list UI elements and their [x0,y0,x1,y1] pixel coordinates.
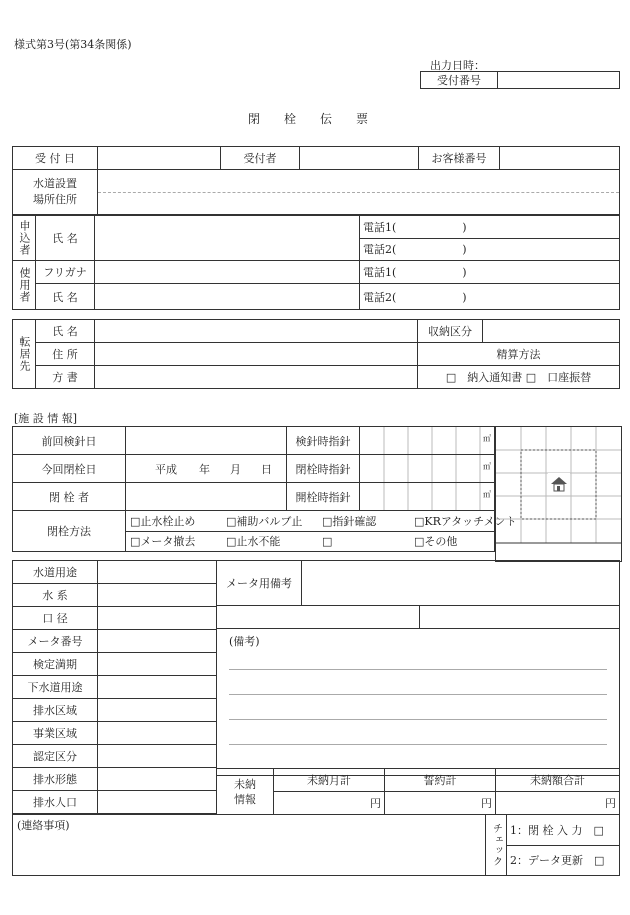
close-methods-row2 [126,531,495,552]
business-area-label: 事業区域 [13,722,98,745]
drain-area-input[interactable] [98,699,217,722]
map-grid [495,426,622,562]
open-reading-label: 開栓時指針 [287,483,360,511]
applicant-name-input[interactable] [95,216,360,261]
yen-1: 円 [370,797,381,810]
meter-remarks-input[interactable] [302,561,620,606]
user-furigana-label: フリガナ [36,261,95,284]
method-reading-check[interactable]: □指針確認 [322,514,377,528]
location-table [12,169,620,215]
receiver-input[interactable] [300,147,419,170]
applicant-tel2[interactable]: 電話2( ) [360,238,620,261]
inspection-expiry-input[interactable] [98,653,217,676]
meter-reading-label: 検針時指針 [287,427,360,455]
unpaid-table [216,768,620,815]
meter-reading-input[interactable] [360,427,495,455]
user-tel1[interactable]: 電話1( ) [360,261,620,284]
drain-people-label: 排水人口 [13,791,98,814]
location-label [13,170,98,215]
close-method-label: 閉栓方法 [13,511,126,552]
user-name-label: 氏 名 [36,284,95,310]
cert-class-label: 認定区分 [13,745,98,768]
remarks-label: (備考) [229,635,260,648]
applicant-user-table [12,215,620,310]
reception-date-input[interactable] [98,147,221,170]
settlement-options[interactable]: □ 納入通知書 □ 口座振替 [418,366,620,389]
meter-remarks-table [216,560,620,776]
receipt-no-value[interactable] [498,72,620,89]
business-area-input[interactable] [98,722,217,745]
open-reading-input[interactable] [360,483,495,511]
house-icon [548,473,570,495]
day-label: 日 [261,462,272,476]
applicant-name-label: 氏 名 [36,216,95,261]
month-label: 月 [230,462,241,476]
sewer-use-input[interactable] [98,676,217,699]
yen-3: 円 [605,797,616,810]
check-item-1[interactable]: 1：閉 栓 入 力 □ [507,815,620,846]
user-furigana-input[interactable] [95,261,360,284]
water-system-input[interactable] [98,584,217,607]
contact-label: (連絡事項) [17,819,70,832]
check-label: チェック [486,815,507,876]
relocation-address-label: 住 所 [36,343,95,366]
facility-section-label: [施 設 情 報] [14,412,78,425]
close-methods-row1 [126,511,517,532]
unpaid-label-line2: 情報 [234,792,256,806]
details-table [12,560,217,814]
this-close-date-label: 今回閉栓日 [13,455,126,483]
user-group-label: 使用者 [13,261,36,310]
location-input[interactable] [98,170,620,215]
unpaid-label [217,769,274,815]
meter-remarks-extra[interactable] [217,606,620,629]
unit-m3-2: ㎥ [483,461,491,471]
water-use-label: 水道用途 [13,561,98,584]
method-other[interactable]: □その他 [414,535,458,549]
sewer-use-label: 下水道用途 [13,676,98,699]
unit-m3-3: ㎥ [483,489,491,499]
closer-label: 閉 栓 者 [13,483,126,511]
receipt-no-label: 受付番号 [421,72,498,89]
drain-form-label: 排水形態 [13,768,98,791]
relocation-direction-input[interactable] [95,366,418,389]
location-label-line1: 水道設置 [33,177,77,190]
output-datetime-label: 出力日時： [430,59,485,72]
monthly-total-input[interactable] [274,792,385,815]
method-aux-valve[interactable]: □補助バルブ止 [226,514,303,528]
drain-form-input[interactable] [98,768,217,791]
customer-no-input[interactable] [500,147,620,170]
customer-no-label: お客様番号 [419,147,500,170]
closer-input[interactable] [126,483,287,511]
meter-remarks-label: メータ用備考 [217,561,302,606]
diameter-input[interactable] [98,607,217,630]
reception-table [12,146,620,170]
method-unstoppable[interactable]: □止水不能 [226,535,281,549]
monthly-total-label: 未納月計 [274,769,385,792]
relocation-table [12,319,620,389]
method-stopcock[interactable]: □止水栓止め [130,514,196,528]
facility-table [12,426,517,552]
contact-area[interactable] [13,815,486,876]
map-grid-svg [496,427,621,561]
reception-date-label: 受 付 日 [13,147,98,170]
applicant-group-label: 申込者 [13,216,36,261]
yen-2: 円 [481,797,492,810]
collection-input[interactable] [483,320,620,343]
location-label-line2: 場所住所 [33,193,77,206]
close-reading-label: 閉栓時指針 [287,455,360,483]
page-title: 閉 栓 伝 票 [248,112,369,126]
meter-no-label: メータ番号 [13,630,98,653]
relocation-name-label: 氏 名 [36,320,95,343]
water-use-input[interactable] [98,561,217,584]
water-system-label: 水 系 [13,584,98,607]
amount-total-input[interactable] [496,792,620,815]
drain-people-input[interactable] [98,791,217,814]
footer-table [12,814,620,876]
prev-meter-date-label: 前回検針日 [13,427,126,455]
unit-m3: ㎥ [483,433,491,443]
this-close-date-input[interactable] [126,455,287,483]
year-label: 年 [199,462,210,476]
method-kr-attachment[interactable]: □KRアタッチメント [414,514,517,528]
remarks-area[interactable] [217,629,620,776]
receiver-label: 受付者 [221,147,300,170]
unpaid-label-line1: 未納 [234,777,256,791]
heisei-label: 平成 [155,462,177,476]
diameter-label: 口 径 [13,607,98,630]
meter-no-input[interactable] [98,630,217,653]
method-meter-removal[interactable]: □メータ撤去 [130,535,196,549]
collection-label: 収納区分 [418,320,483,343]
relocation-name-input[interactable] [95,320,418,343]
check-item-2[interactable]: 2：データ更新 □ [507,845,620,876]
applicant-tel1[interactable]: 電話1( ) [360,216,620,239]
user-name-input[interactable] [95,284,360,310]
relocation-group-label: 転居先 [13,320,36,389]
pledge-total-label: 誓約計 [385,769,496,792]
form-id: 様式第3号(第34条関係) [14,38,132,51]
prev-meter-date-input[interactable] [126,427,287,455]
receipt-no-table [420,71,620,89]
relocation-address-input[interactable] [95,343,418,366]
amount-total-label: 未納額合計 [496,769,620,792]
pledge-total-input[interactable] [385,792,496,815]
drain-area-label: 排水区域 [13,699,98,722]
relocation-direction-label: 方 書 [36,366,95,389]
settlement-label: 精算方法 [418,343,620,366]
close-reading-input[interactable] [360,455,495,483]
method-blank[interactable]: □ [322,535,333,549]
cert-class-input[interactable] [98,745,217,768]
inspection-expiry-label: 検定満期 [13,653,98,676]
user-tel2[interactable]: 電話2( ) [360,284,620,310]
